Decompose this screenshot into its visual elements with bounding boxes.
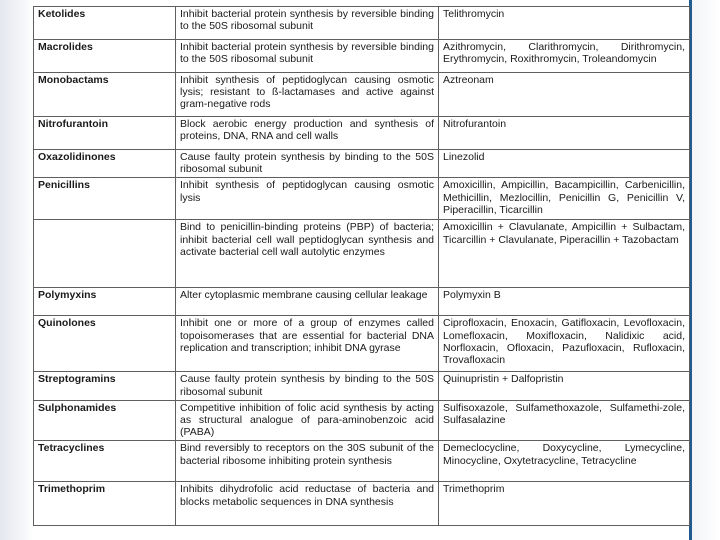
table-row	[34, 40, 690, 73]
table-row	[34, 372, 690, 400]
mechanism-cell: Inhibit one or more of a group of enzymes called topoisomerases that are essential for bacterial DNA replication and transcription; inhibit DNA gyrase	[176, 316, 439, 372]
drug-class-cell: Streptogramins	[34, 372, 176, 400]
table-row	[34, 288, 690, 316]
mechanism-cell: Inhibit synthesis of peptidoglycan causing osmotic lysis	[176, 178, 439, 220]
drug-class-cell: Penicillins	[34, 178, 176, 220]
table-row	[34, 400, 690, 441]
mechanism-cell: Inhibit bacterial protein synthesis by reversible binding to the 50S ribosomal subunit	[176, 40, 439, 73]
examples-cell: Telithromycin	[439, 7, 690, 40]
mechanism-cell: Bind to penicillin-binding proteins (PBP) of bacteria; inhibit bacterial cell wall peptidoglycan synthesis and activate bacterial cell wall autolytic enzymes	[176, 220, 439, 288]
drug-class-cell: Trimethoprim	[34, 482, 176, 526]
table-row	[34, 441, 690, 482]
mechanism-cell: Alter cytoplasmic membrane causing cellular leakage	[176, 288, 439, 316]
mechanism-cell: Competitive inhibition of folic acid synthesis by acting as structural analogue of para-aminobenzoic acid (PABA)	[176, 400, 439, 441]
examples-cell: Polymyxin B	[439, 288, 690, 316]
mechanism-cell: Inhibits dihydrofolic acid reductase of bacteria and blocks metabolic sequences in DNA synthesis	[176, 482, 439, 526]
drug-class-cell: Polymyxins	[34, 288, 176, 316]
mechanism-cell: Cause faulty protein synthesis by binding to the 50S ribosomal subunit	[176, 150, 439, 178]
examples-cell: Azithromycin, Clarithromycin, Dirithromycin, Erythromycin, Roxithromycin, Troleandomycin	[439, 40, 690, 73]
drug-class-cell: Oxazolidinones	[34, 150, 176, 178]
drug-class-cell: Quinolones	[34, 316, 176, 372]
table-row	[34, 73, 690, 117]
drug-class-cell: Monobactams	[34, 73, 176, 117]
antibiotic-classes-table	[33, 6, 690, 526]
examples-cell: Linezolid	[439, 150, 690, 178]
mechanism-cell: Inhibit synthesis of peptidoglycan causing osmotic lysis; resistant to ß-lactamases and active against gram-negative rods	[176, 73, 439, 117]
table-row	[34, 482, 690, 526]
table-row	[34, 220, 690, 288]
table-row	[34, 316, 690, 372]
drug-class-cell: Nitrofurantoin	[34, 117, 176, 150]
table-row	[34, 150, 690, 178]
table-row	[34, 117, 690, 150]
drug-class-cell: Ketolides	[34, 7, 176, 40]
drug-class-cell: Tetracyclines	[34, 441, 176, 482]
right-decorative-margin	[692, 0, 720, 540]
examples-cell: Demeclocycline, Doxycycline, Lymecycline, Minocycline, Oxytetracycline, Tetracycline	[439, 441, 690, 482]
table-row	[34, 7, 690, 40]
examples-cell: Amoxicillin + Clavulanate, Ampicillin + Sulbactam, Ticarcillin + Clavulanate, Piperacillin + Tazobactam	[439, 220, 690, 288]
drug-class-cell	[34, 220, 176, 288]
drug-class-cell: Sulphonamides	[34, 400, 176, 441]
mechanism-cell: Bind reversibly to receptors on the 30S subunit of the bacterial ribosome inhibiting protein synthesis	[176, 441, 439, 482]
table-row	[34, 178, 690, 220]
drug-class-cell: Macrolides	[34, 40, 176, 73]
examples-cell: Quinupristin + Dalfopristin	[439, 372, 690, 400]
mechanism-cell: Inhibit bacterial protein synthesis by reversible binding to the 50S ribosomal subunit	[176, 7, 439, 40]
examples-cell: Trimethoprim	[439, 482, 690, 526]
mechanism-cell: Cause faulty protein synthesis by binding to the 50S ribosomal subunit	[176, 372, 439, 400]
examples-cell: Nitrofurantoin	[439, 117, 690, 150]
mechanism-cell: Block aerobic energy production and synthesis of proteins, DNA, RNA and cell walls	[176, 117, 439, 150]
examples-cell: Sulfisoxazole, Sulfamethoxazole, Sulfamethi-zole, Sulfasalazine	[439, 400, 690, 441]
examples-cell: Ciprofloxacin, Enoxacin, Gatifloxacin, Levofloxacin, Lomefloxacin, Moxifloxacin, Nalidixic acid, Norfloxacin, Ofloxacin, Pazufloxacin, Rufloxacin, Trovafloxacin	[439, 316, 690, 372]
left-decorative-margin	[0, 0, 34, 540]
examples-cell: Aztreonam	[439, 73, 690, 117]
examples-cell: Amoxicillin, Ampicillin, Bacampicillin, Carbenicillin, Methicillin, Mezlocillin, Penicillin G, Penicillin V, Piperacillin, Ticarcillin	[439, 178, 690, 220]
